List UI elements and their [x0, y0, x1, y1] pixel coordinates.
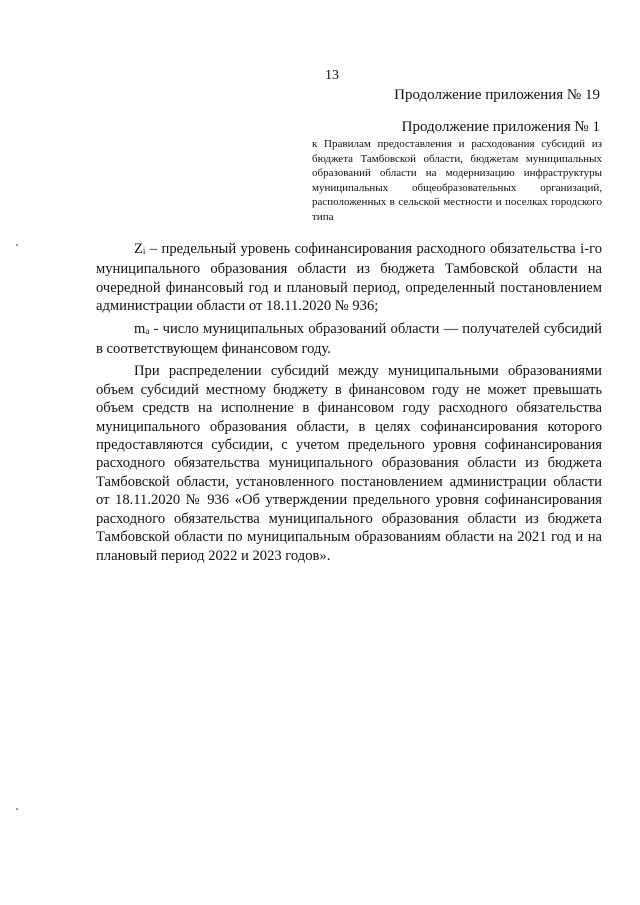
paragraph-ma — [96, 320, 602, 359]
paragraph-zi-text: – предельный уровень софинансирования расходного обязательства i-го муниципального образования области из бюджета Тамбовской области на очередной финансовый год и плановый период, определенный постановлением администрации области от 18.11.2020 № 936; — [96, 241, 602, 315]
appendix-19-heading: Продолжение приложения № 19 — [394, 87, 600, 103]
page-number: 13 — [325, 68, 339, 83]
symbol-m-letter: m — [134, 320, 146, 337]
paragraph-ma-text: - число муниципальных образований области — получателей субсидий в соответствующем финансовом году. — [96, 320, 602, 358]
symbol-m-subscript: a — [145, 325, 150, 336]
scan-mark-bottom — [16, 808, 18, 810]
scan-mark-top — [16, 244, 18, 246]
symbol-z-letter: Z — [134, 241, 143, 257]
symbol-m — [134, 321, 149, 337]
paragraph-zi — [96, 240, 602, 316]
symbol-z — [134, 241, 145, 257]
appendix-1-heading: Продолжение приложения № 1 — [401, 119, 600, 135]
paragraph-distribution: При распределении субсидий между муниципальными образованиями объем субсидий местному бюджету в финансовом году не может превышать объем средств на исполнение в финансовом году расходного обязательства муниципального образования области, в целях софинансирования которого предоставляются субсидии, с учетом предельного уровня софинансирования расходного обязательства муниципального образования области из бюджета Тамбовской области, установленного постановлением администрации области от 18.11.2020 № 936 «Об утверждении предельного уровня софинансирования расходного обязательства муниципального образования области из бюджета Тамбовской области по муниципальным образованиям области на 2021 год и на плановый период 2022 и 2023 годов». — [96, 363, 602, 564]
document-body — [96, 240, 602, 569]
rules-reference: к Правилам предоставления и расходования субсидий из бюджета Тамбовской области, бюджетам муниципальных образований области на модернизацию инфраструктуры муниципальных общеобразовательных организаций, расположенных в сельской местности и поселках городского типа — [312, 138, 602, 223]
symbol-z-subscript: i — [142, 246, 146, 256]
